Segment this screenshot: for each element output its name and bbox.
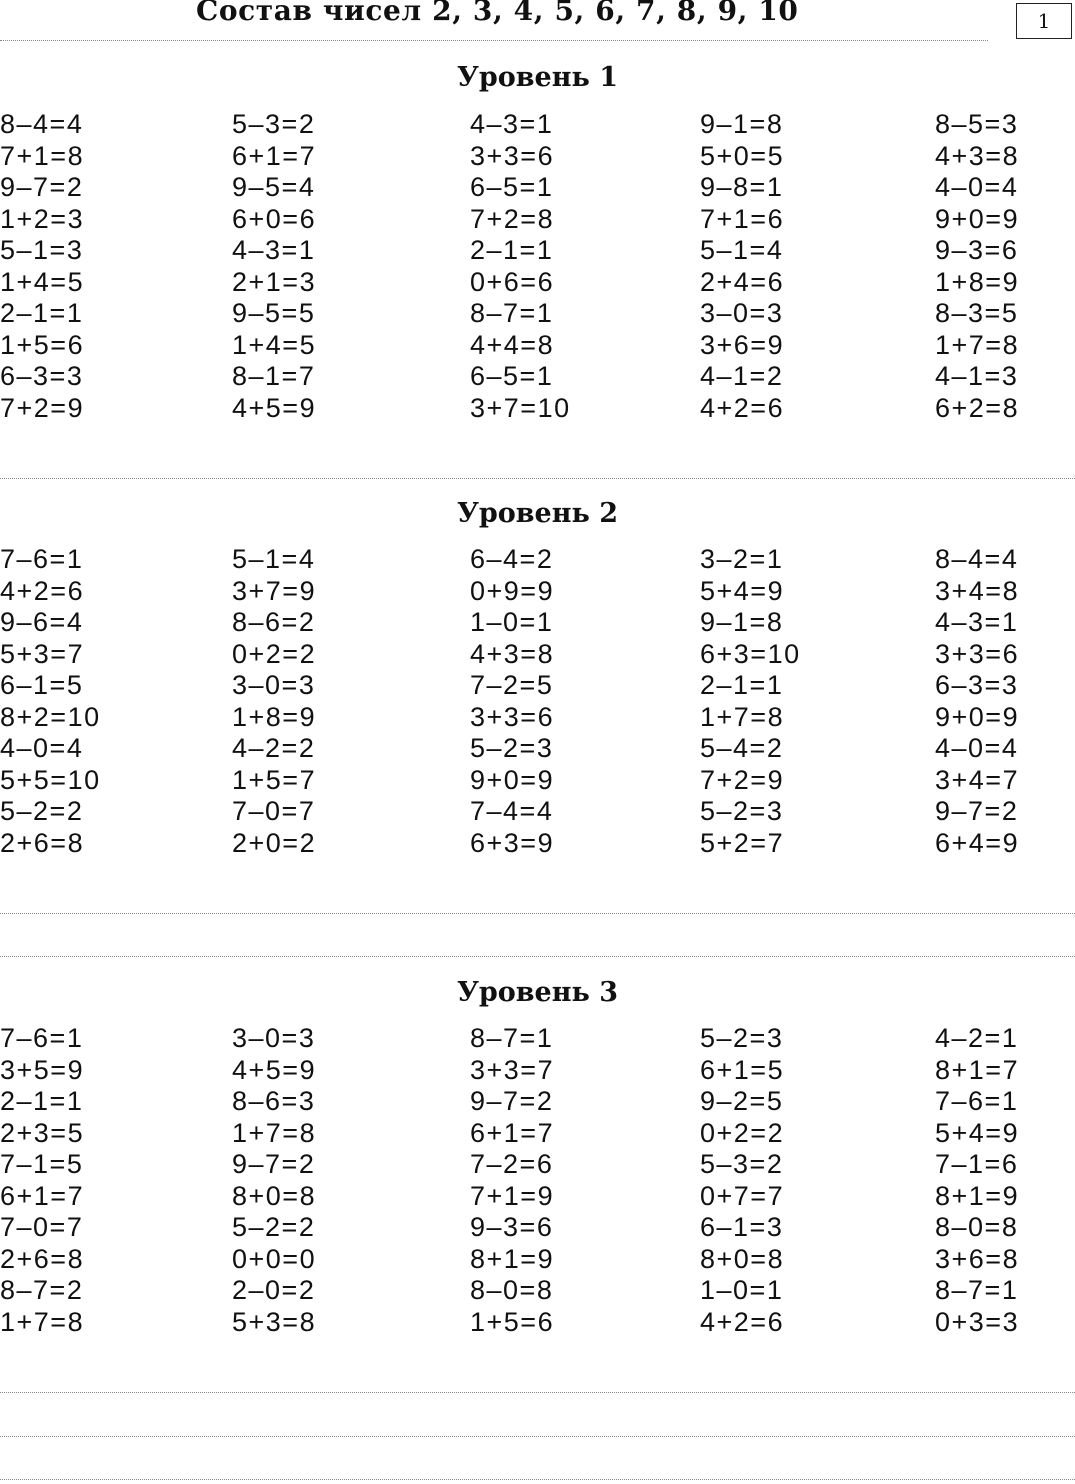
equation: 0+9=9 (470, 575, 555, 606)
equation: 5–2=3 (470, 733, 554, 763)
equation: 7–0=7 (0, 1212, 84, 1242)
equation: 5–2=2 (232, 1212, 316, 1242)
equation: 9–8=1 (700, 172, 784, 202)
equation: 1–0=1 (470, 607, 554, 637)
equation: 9–5=4 (232, 172, 316, 202)
equation: 1+2=3 (0, 203, 85, 234)
equation: 7+2=9 (700, 764, 785, 795)
equation-column (470, 109, 571, 424)
equation: 0+2=2 (232, 638, 317, 669)
equation: 2–1=1 (700, 670, 784, 700)
equation: 6–1=5 (0, 670, 84, 700)
equation: 9–7=2 (0, 172, 84, 202)
dotted-divider (0, 913, 1075, 914)
equation: 7+1=6 (700, 203, 785, 234)
equation: 6+3=9 (470, 827, 555, 858)
equation: 6–5=1 (470, 172, 554, 202)
equation: 1+5=6 (470, 1306, 555, 1337)
equation: 1+4=5 (232, 329, 317, 360)
equation: 6–1=3 (700, 1212, 784, 1242)
dotted-divider (0, 478, 1075, 479)
equation: 4+2=6 (700, 392, 785, 423)
equation: 1+7=8 (0, 1306, 85, 1337)
equation: 5–3=2 (232, 109, 316, 139)
equation: 9–1=8 (700, 109, 784, 139)
equation-column (232, 1023, 316, 1338)
equation: 9–7=2 (232, 1149, 316, 1179)
equation-column (0, 544, 101, 859)
page-header (0, 0, 1075, 44)
equation: 4+5=9 (232, 392, 317, 423)
equation: 3+3=6 (470, 701, 555, 732)
equation: 7–4=4 (470, 796, 554, 826)
equation: 7–6=1 (0, 544, 84, 574)
equation: 5+3=7 (0, 638, 85, 669)
equation: 6–5=1 (470, 361, 554, 391)
equation: 6+1=7 (470, 1117, 555, 1148)
equation-column (0, 1023, 84, 1338)
equation-column (700, 109, 784, 424)
equation: 9–1=8 (700, 607, 784, 637)
dotted-divider (0, 1479, 1075, 1480)
equation-column (470, 544, 554, 859)
level-1-title: Уровень 1 (456, 62, 618, 93)
equation: 9–6=4 (0, 607, 84, 637)
equation: 8–6=2 (232, 607, 316, 637)
equation: 2–1=1 (0, 298, 84, 328)
equation: 1+7=8 (935, 329, 1020, 360)
equation: 5–2=2 (0, 796, 84, 826)
equation: 2–1=1 (0, 1086, 84, 1116)
equation: 7–1=6 (935, 1149, 1019, 1179)
equation: 8–1=7 (232, 361, 316, 391)
equation: 1+5=7 (232, 764, 317, 795)
equation: 6+1=5 (700, 1054, 785, 1085)
equation: 3–0=3 (232, 670, 316, 700)
equation: 4+5=9 (232, 1054, 317, 1085)
equation: 2+6=8 (0, 1243, 85, 1274)
equation: 6+3=10 (700, 638, 801, 669)
equation: 4–0=4 (935, 733, 1019, 763)
equation: 8+2=10 (0, 701, 101, 732)
equation: 3+3=6 (470, 140, 555, 171)
equation: 8–0=8 (935, 1212, 1019, 1242)
equation-column (470, 1023, 554, 1338)
equation: 4+2=6 (0, 575, 85, 606)
equation: 4–1=2 (700, 361, 784, 391)
equation: 5+3=8 (232, 1306, 317, 1337)
dotted-divider (0, 1392, 1075, 1393)
equation: 5–3=2 (700, 1149, 784, 1179)
equation: 8+0=8 (700, 1243, 785, 1274)
equation: 8–7=1 (935, 1275, 1019, 1305)
equation: 0+6=6 (470, 266, 555, 297)
equation: 6+1=7 (232, 140, 317, 171)
equation: 4+2=6 (700, 1306, 785, 1337)
equation: 9–5=5 (232, 298, 316, 328)
equation: 5+0=5 (700, 140, 785, 171)
equation: 6+4=9 (935, 827, 1020, 858)
equation: 6+0=6 (232, 203, 317, 234)
equation: 9+0=9 (470, 764, 555, 795)
equation-column (700, 544, 801, 859)
equation: 4–0=4 (935, 172, 1019, 202)
equation: 8+1=9 (470, 1243, 555, 1274)
page-title: Состав чисел 2, 3, 4, 5, 6, 7, 8, 9, 10 (196, 0, 799, 27)
equation: 4–1=3 (935, 361, 1019, 391)
equation: 5+2=7 (700, 827, 785, 858)
equation: 3+3=7 (470, 1054, 555, 1085)
equation: 1+7=8 (700, 701, 785, 732)
equation: 8–7=2 (0, 1275, 84, 1305)
equation: 5+5=10 (0, 764, 101, 795)
equation: 4–2=2 (232, 733, 316, 763)
equation: 5–1=4 (232, 544, 316, 574)
equation: 4–0=4 (0, 733, 84, 763)
equation: 8–3=5 (935, 298, 1019, 328)
equation: 3+7=10 (470, 392, 571, 423)
equation: 6+1=7 (0, 1180, 85, 1211)
dotted-divider (0, 956, 1075, 957)
equation: 2+1=3 (232, 266, 317, 297)
equation: 8–0=8 (470, 1275, 554, 1305)
equation: 2+6=8 (0, 827, 85, 858)
equation: 9+0=9 (935, 701, 1020, 732)
page-number-box: 1 (1016, 3, 1072, 39)
equation: 3–0=3 (232, 1023, 316, 1053)
equation: 4+3=8 (935, 140, 1020, 171)
equation: 6+2=8 (935, 392, 1020, 423)
equation: 9–7=2 (935, 796, 1019, 826)
equation-column (935, 544, 1019, 859)
equation: 8+1=7 (935, 1054, 1020, 1085)
equation: 1+8=9 (232, 701, 317, 732)
equation: 7–6=1 (935, 1086, 1019, 1116)
equation: 7–1=5 (0, 1149, 84, 1179)
equation: 5+4=9 (935, 1117, 1020, 1148)
equation: 4–3=1 (470, 109, 554, 139)
equation: 9–2=5 (700, 1086, 784, 1116)
equation: 3+6=9 (700, 329, 785, 360)
equation: 7+1=9 (470, 1180, 555, 1211)
dotted-divider (0, 1436, 1075, 1437)
equation: 9–3=6 (935, 235, 1019, 265)
dotted-divider (0, 40, 988, 41)
equation: 4–3=1 (935, 607, 1019, 637)
equation: 1+7=8 (232, 1117, 317, 1148)
equation: 8+0=8 (232, 1180, 317, 1211)
equation: 1+5=6 (0, 329, 85, 360)
equation: 3–0=3 (700, 298, 784, 328)
equation: 4–3=1 (232, 235, 316, 265)
equation: 4–2=1 (935, 1023, 1019, 1053)
equation: 7+2=9 (0, 392, 85, 423)
equation: 8–6=3 (232, 1086, 316, 1116)
equation: 6–3=3 (0, 361, 84, 391)
equation: 3+4=7 (935, 764, 1020, 795)
equation: 7+2=8 (470, 203, 555, 234)
equation: 9+0=9 (935, 203, 1020, 234)
equation: 8–7=1 (470, 1023, 554, 1053)
equation: 3+6=8 (935, 1243, 1020, 1274)
equation: 9–7=2 (470, 1086, 554, 1116)
equation: 8–7=1 (470, 298, 554, 328)
equation: 5–2=3 (700, 796, 784, 826)
equation: 4+3=8 (470, 638, 555, 669)
equation: 8–4=4 (0, 109, 84, 139)
equation: 6–3=3 (935, 670, 1019, 700)
equation: 7–2=6 (470, 1149, 554, 1179)
equation: 0+7=7 (700, 1180, 785, 1211)
equation: 7–0=7 (232, 796, 316, 826)
equation: 2+4=6 (700, 266, 785, 297)
equation: 5–1=4 (700, 235, 784, 265)
equation: 7+1=8 (0, 140, 85, 171)
equation: 2–0=2 (232, 1275, 316, 1305)
equation: 0+0=0 (232, 1243, 317, 1274)
equation: 5–1=3 (0, 235, 84, 265)
equation: 8–4=4 (935, 544, 1019, 574)
equation: 5–4=2 (700, 733, 784, 763)
equation-column (935, 1023, 1019, 1338)
equation-column (232, 109, 316, 424)
level-3-title: Уровень 3 (456, 977, 618, 1008)
equation: 3+7=9 (232, 575, 317, 606)
equation: 5–2=3 (700, 1023, 784, 1053)
equation: 7–6=1 (0, 1023, 84, 1053)
equation-column (700, 1023, 784, 1338)
equation: 3+3=6 (935, 638, 1020, 669)
equation: 2–1=1 (470, 235, 554, 265)
equation: 9–3=6 (470, 1212, 554, 1242)
equation: 7–2=5 (470, 670, 554, 700)
equation: 3–2=1 (700, 544, 784, 574)
equation: 8+1=9 (935, 1180, 1020, 1211)
equation-column (232, 544, 316, 859)
equation: 6–4=2 (470, 544, 554, 574)
equation: 5+4=9 (700, 575, 785, 606)
equation: 3+5=9 (0, 1054, 85, 1085)
equation: 1+8=9 (935, 266, 1020, 297)
equation: 4+4=8 (470, 329, 555, 360)
equation-column (0, 109, 84, 424)
equation: 0+3=3 (935, 1306, 1020, 1337)
equation: 3+4=8 (935, 575, 1020, 606)
equation-column (935, 109, 1019, 424)
level-2-title: Уровень 2 (456, 498, 618, 529)
equation: 1+4=5 (0, 266, 85, 297)
equation: 2+0=2 (232, 827, 317, 858)
equation: 0+2=2 (700, 1117, 785, 1148)
equation: 1–0=1 (700, 1275, 784, 1305)
equation: 2+3=5 (0, 1117, 85, 1148)
equation: 8–5=3 (935, 109, 1019, 139)
